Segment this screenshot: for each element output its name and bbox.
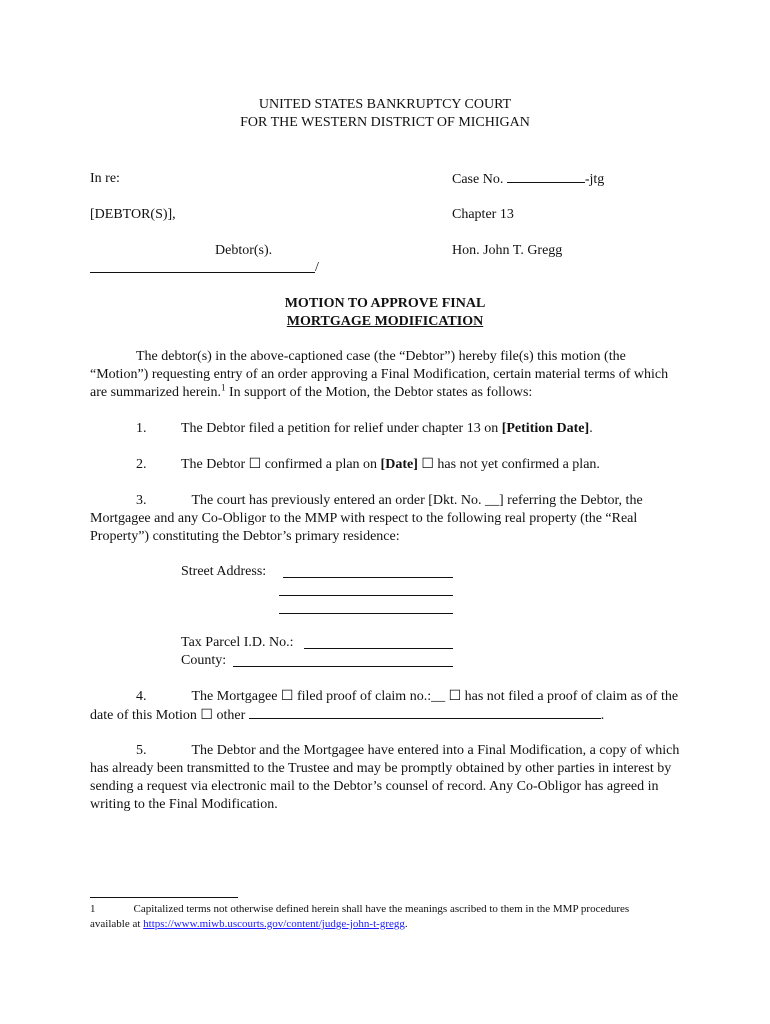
item-3-text: The court has previously entered an order [Dkt. No. __] referring the Debtor, the Mortgagee and any Co-Obligor to the MMP with respect to the following real property (the “Real Property”) constituting the Debtor’s primary residence: (90, 493, 643, 544)
item-2 (181, 456, 600, 474)
item-5 (90, 742, 680, 814)
item-1-number: 1. (136, 421, 147, 436)
motion-title-line2: MORTGAGE MODIFICATION (286, 314, 484, 329)
item-4-end: . (600, 708, 605, 723)
footnote-text: Capitalized terms not otherwise defined herein shall have the meanings ascribed to them in the MMP procedures available at (90, 903, 630, 930)
county-line[interactable] (233, 666, 453, 667)
in-re-label: In re: (90, 171, 120, 186)
footnote-link[interactable]: https://www.miwb.uscourts.gov/content/judge-john-t-gregg (143, 918, 405, 930)
item-2-text-b: ☐ has not yet confirmed a plan. (417, 457, 600, 472)
judge-name: Hon. John T. Gregg (452, 243, 563, 258)
intro-text: The debtor(s) in the above-captioned case (the “Debtor”) hereby file(s) this motion (the “Motion”) requesting entry of an order approving a Final Modification, certain material terms of which are summarized herein. (90, 349, 669, 400)
item-2-text-a: The Debtor ☐ confirmed a plan on (181, 457, 381, 472)
case-no-suffix: -jtg (584, 172, 605, 187)
item-4 (90, 688, 680, 725)
item-5-text: The Debtor and the Mortgagee have entered into a Final Modification, a copy of which has already been transmitted to the Trustee and may be promptly obtained by other parties in interest by sending a request via electronic mail to the Debtor’s counsel of record. Any Co-Obligor has agreed in writing to the Final Modification. (90, 743, 680, 812)
footnote (90, 902, 670, 932)
chapter-label: Chapter 13 (452, 207, 514, 222)
footnote-separator (90, 897, 238, 898)
tax-parcel-line[interactable] (304, 648, 453, 649)
street-address-line-3[interactable] (279, 613, 453, 614)
petition-date-field: [Petition Date] (501, 421, 590, 436)
item-3-number: 3. (136, 493, 147, 508)
case-number (452, 170, 604, 189)
item-4-number: 4. (136, 689, 147, 704)
item-1-text: The Debtor filed a petition for relief under chapter 13 on (181, 421, 502, 436)
intro-text-after: In support of the Motion, the Debtor states as follows: (225, 385, 533, 400)
footnote-number: 1 (90, 903, 96, 915)
caption-signature-line (90, 272, 315, 273)
item-4-text: The Mortgagee ☐ filed proof of claim no.:__ ☐ has not filed a proof of claim as of the date of this Motion ☐ other (90, 689, 679, 723)
case-no-blank[interactable] (507, 170, 585, 183)
street-address-label: Street Address: (181, 564, 267, 579)
item-5-number: 5. (136, 743, 147, 758)
item-1 (181, 420, 593, 438)
item-3 (90, 492, 680, 546)
debtor-label: Debtor(s). (215, 243, 273, 258)
debtors-name: [DEBTOR(S)], (90, 207, 176, 222)
footnote-end: . (404, 918, 408, 930)
item-2-number: 2. (136, 457, 147, 472)
caption-slash: / (315, 260, 319, 275)
footnote-ref[interactable]: 1 (221, 382, 226, 393)
intro-paragraph (90, 348, 680, 402)
street-address-line-2[interactable] (279, 595, 453, 596)
tax-parcel-label: Tax Parcel I.D. No.: (181, 635, 294, 650)
item-1-end: . (589, 421, 593, 436)
case-no-label: Case No. (452, 172, 504, 187)
other-blank[interactable] (249, 706, 601, 719)
court-name-line2: FOR THE WESTERN DISTRICT OF MICHIGAN (240, 115, 530, 130)
confirm-date-field: [Date] (380, 457, 418, 472)
motion-title-line1: MOTION TO APPROVE FINAL (284, 296, 486, 311)
county-label: County: (181, 653, 227, 668)
court-name-line1: UNITED STATES BANKRUPTCY COURT (258, 97, 512, 112)
street-address-line-1[interactable] (283, 577, 453, 578)
